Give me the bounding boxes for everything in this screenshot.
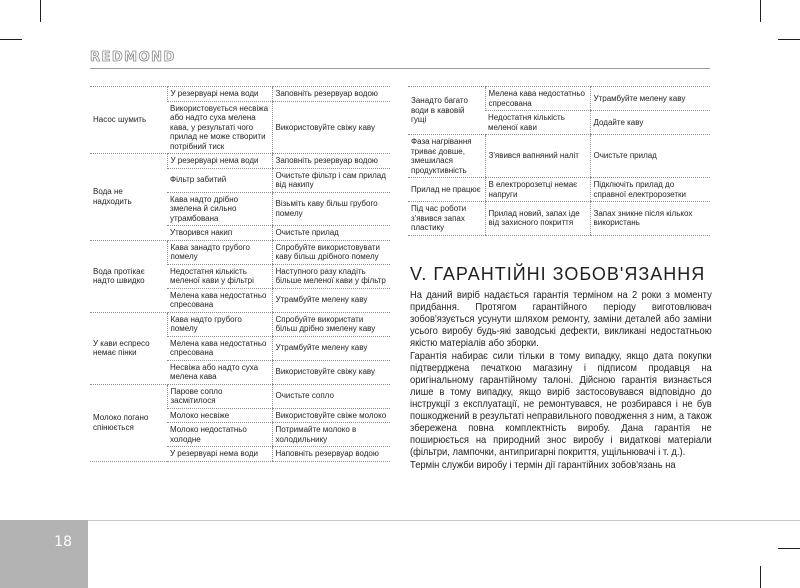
remedy-cell: Використовуйте свіже молоко: [272, 408, 390, 423]
remedy-cell: Очистьте сопло: [272, 384, 390, 408]
remedy-cell: Утрамбуйте мелену каву: [590, 87, 710, 111]
problem-cell: Прилад не працює: [408, 178, 485, 202]
header-divider: [90, 68, 710, 69]
crop-mark: [0, 39, 22, 40]
cause-cell: У резервуарі нема води: [167, 87, 272, 102]
problem-cell: Фаза нагрівання триває довше, змешилася продуктивність: [408, 135, 485, 178]
footer-divider: [88, 520, 800, 521]
cause-cell: Утворився накип: [167, 226, 272, 241]
remedy-cell: Підключіть прилад до справної електророзетки: [590, 178, 710, 202]
cause-cell: Мелена кава недостатньо спресована: [485, 87, 590, 111]
table-row: [90, 240, 390, 264]
brand-logo: REDMOND: [90, 50, 176, 65]
table-row: [90, 87, 390, 102]
cause-cell: Недостатня кількість меленої кави: [485, 111, 590, 135]
remedy-cell: Наповніть резервуар водою: [272, 447, 390, 462]
remedy-cell: Утрамбуйте мелену каву: [272, 288, 390, 312]
table-row: [408, 87, 710, 111]
page-number-tab: [0, 520, 88, 588]
remedy-cell: Запах зникне після кількох використань: [590, 202, 710, 236]
cause-cell: Парове сопло засмітилося: [167, 384, 272, 408]
cause-cell: З'явився вапняний наліт: [485, 135, 590, 178]
warranty-paragraph: Термін служби виробу і термін дії гарантійних зобов'язань на: [410, 460, 676, 471]
remedy-cell: Заповніть резервуар водою: [272, 87, 390, 102]
table-row: [408, 135, 710, 178]
cause-cell: У резервуарі нема води: [167, 154, 272, 169]
page-number: 18: [54, 534, 72, 550]
troubleshooting-table-right: [408, 86, 710, 236]
table-row: [408, 178, 710, 202]
warranty-paragraph: На даний виріб надається гарантія терміном на 2 роки з моменту придбання. Протягом гарантійного періоду виготовлювач зобов'язується усунути шляхом ремонту, заміни деталей або заміни усього виробу будь-які заводські дефекти, викликані недостатньою якістю матеріалів або зборки.: [410, 290, 712, 349]
remedy-cell: Очистьте прилад: [272, 226, 390, 241]
problem-cell: Насос шумить: [90, 87, 167, 154]
cause-cell: Молоко несвіже: [167, 408, 272, 423]
crop-mark: [778, 39, 800, 40]
remedy-cell: Потримайте молоко в холодильнику: [272, 423, 390, 447]
warranty-paragraph: Гарантія набирає сили тільки в тому випадку, якщо дата покупки підтверджена печаткою магазину і підписом продавця на оригінальному гарантійному талоні. Дійсною гарантія визнається лише в тому випадку, якщо виріб застосовувався відповідно до інструкції з експлуатації, не ремонтувався, не розбирався і не був пошкоджений в результаті неправильного поводження з ним, а також збережена повна комплектність виробу. Дана гарантія не поширюється на природний знос виробу і видаткові матеріали (фільтри, лампочки, антипригарні покриття, ущільнювачі і т. д.).: [410, 351, 712, 458]
remedy-cell: Спробуйте використовувати каву більш дрібного помелу: [272, 240, 390, 264]
remedy-cell: Використовуйте свіжу каву: [272, 360, 390, 384]
remedy-cell: Очистьте фільтр і сам прилад від накипу: [272, 168, 390, 192]
warranty-text: [410, 290, 712, 472]
cause-cell: Несвіжа або надто суха мелена кава: [167, 360, 272, 384]
problem-cell: Занадто багато води в кавовій гущі: [408, 87, 485, 135]
cause-cell: Фільтр забитий: [167, 168, 272, 192]
cause-cell: Недостатня кількість меленої кави у фільтрі: [167, 264, 272, 288]
cause-cell: Прилад новий, запах іде від захисного покриття: [485, 202, 590, 236]
remedy-cell: Додайте каву: [590, 111, 710, 135]
crop-mark: [760, 566, 761, 588]
problem-cell: У кави еспресо немає пінки: [90, 312, 167, 384]
table-row: [90, 384, 390, 408]
crop-mark: [778, 548, 800, 549]
table-row: [408, 202, 710, 236]
crop-mark: [40, 0, 41, 22]
remedy-cell: Очистьте прилад: [590, 135, 710, 178]
cause-cell: Кава надто грубого помелу: [167, 312, 272, 336]
cause-cell: Кава занадто грубого помелу: [167, 240, 272, 264]
cause-cell: В електророзетці немає напруги: [485, 178, 590, 202]
problem-cell: Вода протікає надто швидко: [90, 240, 167, 312]
remedy-cell: Спробуйте використати більш дрібно змелену каву: [272, 312, 390, 336]
remedy-cell: Утрамбуйте мелену каву: [272, 336, 390, 360]
remedy-cell: Заповніть резервуар водою: [272, 154, 390, 169]
table-row: [90, 312, 390, 336]
troubleshooting-table-left: [90, 86, 390, 462]
cause-cell: Мелена кава недостатньо спресована: [167, 336, 272, 360]
remedy-cell: Наступного разу кладіть більше меленої кави у фільтр: [272, 264, 390, 288]
problem-cell: Молоко погано спінюється: [90, 384, 167, 461]
problem-cell: Під час роботи з'явився запах пластику: [408, 202, 485, 236]
cause-cell: Кава надто дрібно змелена й сильно утрамбована: [167, 192, 272, 226]
cause-cell: Використовується несвіжа або надто суха мелена кава, у результаті чого прилад не може створити потрібний тиск: [167, 101, 272, 154]
cause-cell: Мелена кава недостатньо спресована: [167, 288, 272, 312]
cause-cell: Молоко недостатньо холодне: [167, 423, 272, 447]
remedy-cell: Використовуйте свіжу каву: [272, 101, 390, 154]
table-row: [90, 154, 390, 169]
problem-cell: Вода не надходить: [90, 154, 167, 241]
remedy-cell: Візьміть каву більш грубого помелу: [272, 192, 390, 226]
cause-cell: У резервуарі нема води: [167, 447, 272, 462]
section-title: V. ГАРАНТІЙНІ ЗОБОВ'ЯЗАННЯ: [410, 264, 706, 284]
crop-mark: [760, 0, 761, 22]
